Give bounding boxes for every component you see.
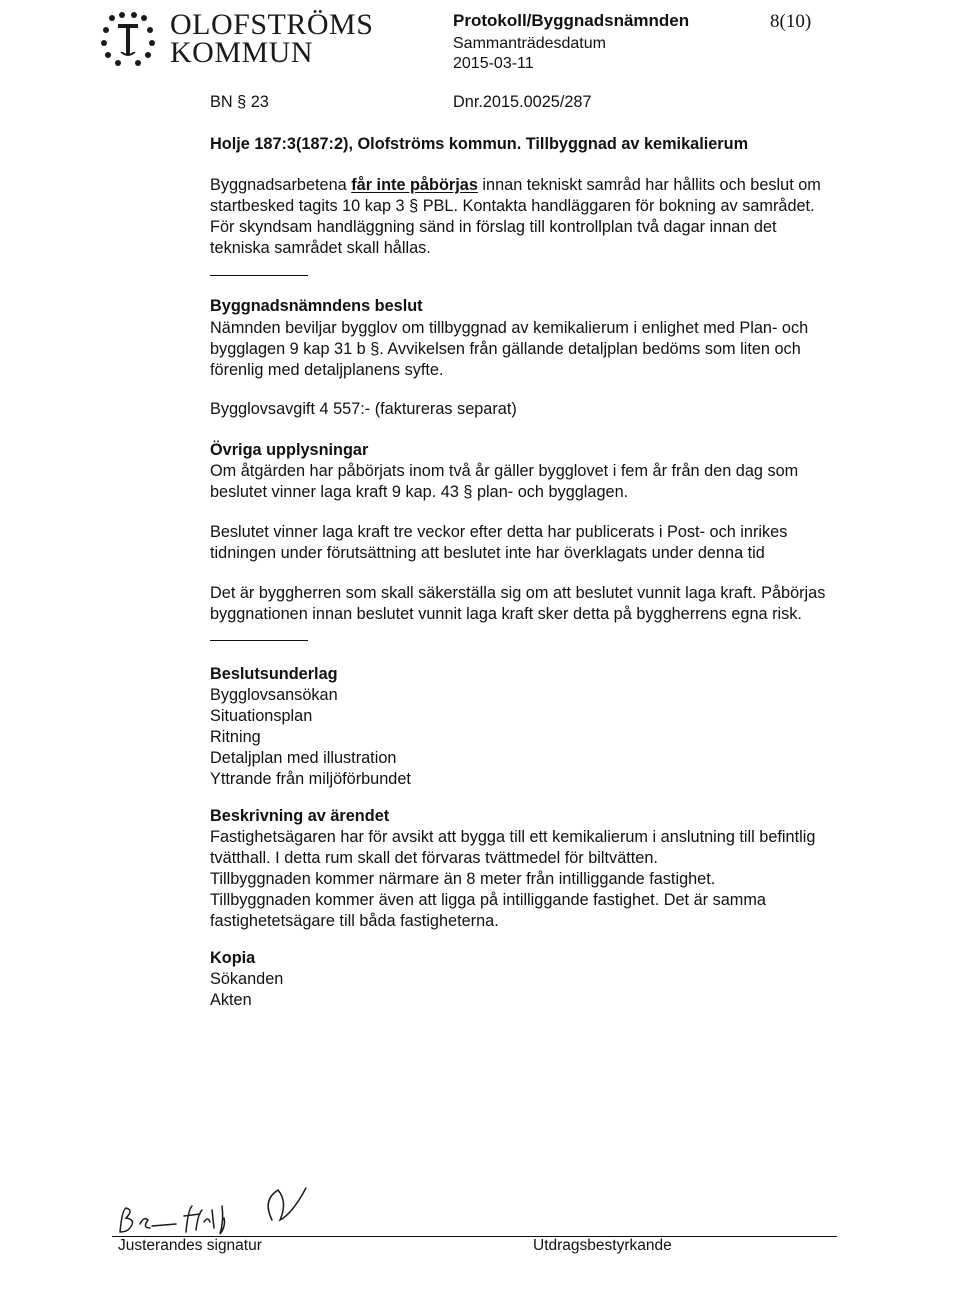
kommun-emblem-icon — [98, 8, 160, 70]
description-heading: Beskrivning av ärendet — [210, 807, 390, 825]
decision-heading: Byggnadsnämndens beslut — [210, 297, 423, 315]
page-number: 8(10) — [770, 11, 812, 32]
dnr: Dnr.2015.0025/287 — [453, 93, 592, 111]
fee: Bygglovsavgift 4 557:- (faktureras separat) — [210, 400, 517, 418]
intro-line: startbesked tagits 10 kap 3 § PBL. Kontakta handläggaren för bokning av samrådet. — [210, 197, 815, 215]
logo-line-2: KOMMUN — [170, 36, 314, 69]
decision-line: Nämnden beviljar bygglov om tillbyggnad av kemikalierum i enlighet med Plan- och — [210, 319, 809, 337]
intro-emphasis: får inte påbörjas — [351, 176, 478, 194]
adjuster-signature-label: Justerandes signatur — [118, 1237, 262, 1254]
other-info-paragraph-2 — [210, 522, 787, 564]
copy-item: Sökanden — [210, 970, 284, 988]
description-line: Fastighetsägaren har för avsikt att bygga till ett kemikalierum i anslutning till befintlig — [210, 828, 816, 846]
description-line: Tillbyggnaden kommer närmare än 8 meter från intilliggande fastighet. — [210, 870, 716, 888]
intro-paragraph — [210, 175, 890, 259]
section-divider — [210, 640, 308, 641]
copy-heading: Kopia — [210, 949, 256, 967]
copy-section — [210, 948, 283, 1011]
handwritten-signature — [112, 1180, 352, 1240]
intro-line-pre: Byggnadsarbetena — [210, 176, 352, 194]
logo — [98, 6, 398, 70]
description-section — [210, 806, 815, 932]
intro-line: tekniska samrådet skall hållas. — [210, 239, 431, 257]
basis-item: Situationsplan — [210, 707, 313, 725]
basis-item: Bygglovsansökan — [210, 686, 338, 704]
basis-section — [210, 664, 411, 790]
basis-item: Detaljplan med illustration — [210, 749, 397, 767]
description-line: tvätthall. I detta rum skall det förvaras tvättmedel för biltvätten. — [210, 849, 658, 867]
other-info-line: Beslutet vinner laga kraft tre veckor efter detta har publicerats i Post- och inrikes — [210, 523, 788, 541]
decision-paragraph — [210, 318, 890, 381]
extract-certification-label: Utdragsbestyrkande — [533, 1237, 672, 1254]
intro-line — [210, 175, 890, 196]
other-info-line: tidningen under förutsättning att beslutet inte har överklagats under denna tid — [210, 544, 765, 562]
other-info-paragraph-1 — [210, 461, 798, 503]
description-line: fastighetetsägare till båda fastigheterna. — [210, 912, 499, 930]
other-info-line: Det är byggherren som skall säkerställa sig om att beslutet vunnit laga kraft. Påbörjas — [210, 584, 826, 602]
other-info-paragraph-3 — [210, 583, 825, 625]
other-info-line: beslutet vinner laga kraft 9 kap. 43 § plan- och bygglagen. — [210, 483, 629, 501]
copy-item: Akten — [210, 991, 252, 1009]
decision-line: förenlig med detaljplanens syfte. — [210, 361, 444, 379]
decision-line: bygglagen 9 kap 31 b §. Avvikelsen från gällande detaljplan bedöms som liten och — [210, 340, 801, 358]
basis-item: Yttrande från miljöförbundet — [210, 770, 411, 788]
basis-item: Ritning — [210, 728, 261, 746]
logo-line-1: OLOFSTRÖMS — [170, 8, 374, 41]
section-divider — [210, 275, 308, 276]
other-info-line: Om åtgärden har påbörjats inom två år gäller bygglovet i fem år från den dag som — [210, 462, 799, 480]
other-info-line: byggnationen innan beslutet vunnit laga kraft sker detta på byggherrens egna risk. — [210, 605, 802, 623]
other-info-heading: Övriga upplysningar — [210, 441, 369, 459]
intro-line: För skyndsam handläggning sänd in förslag till kontrollplan två dagar innan det — [210, 218, 777, 236]
meeting-date: 2015-03-11 — [453, 55, 534, 72]
paragraph-number: BN § 23 — [210, 93, 269, 111]
protocol-title: Protokoll/Byggnadsnämnden — [453, 11, 690, 30]
basis-heading: Beslutsunderlag — [210, 665, 338, 683]
description-line: Tillbyggnaden kommer även att ligga på intilliggande fastighet. Det är samma — [210, 891, 766, 909]
case-title: Holje 187:3(187:2), Olofströms kommun. Tillbyggnad av kemikalierum — [210, 135, 749, 153]
meeting-date-label: Sammanträdesdatum — [453, 35, 606, 52]
intro-line-post: innan tekniskt samråd har hållits och beslut om — [477, 176, 821, 194]
